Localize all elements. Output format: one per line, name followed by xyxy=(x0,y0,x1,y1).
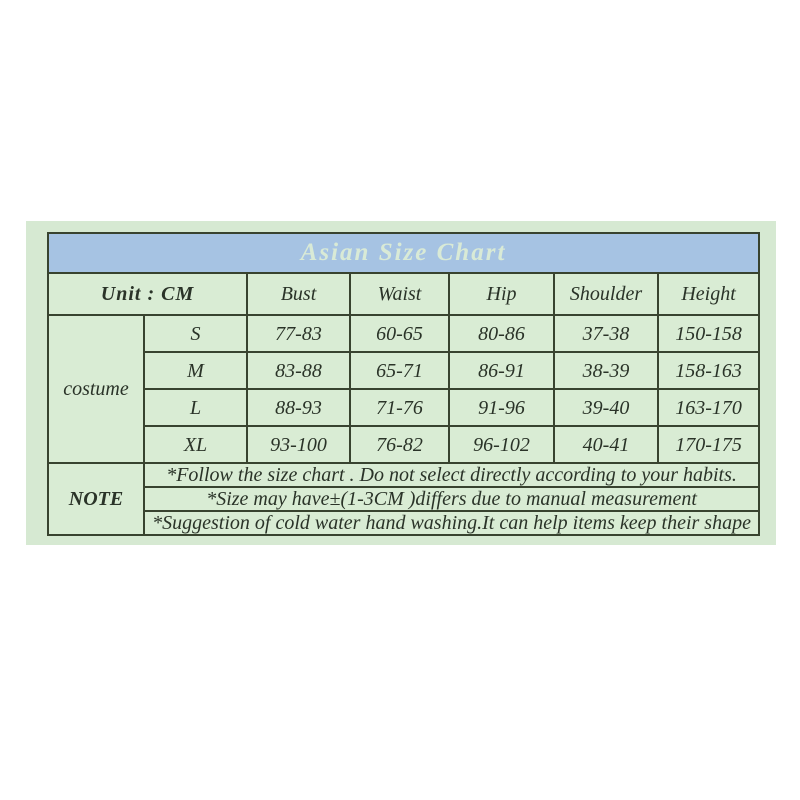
cell-s-bust: 77-83 xyxy=(247,315,350,352)
cell-s-shoulder: 37-38 xyxy=(554,315,658,352)
size-label-xl: XL xyxy=(144,426,247,463)
table-row-s xyxy=(48,315,759,352)
cell-m-bust: 83-88 xyxy=(247,352,350,389)
cell-l-shoulder: 39-40 xyxy=(554,389,658,426)
column-header-height: Height xyxy=(658,273,759,315)
unit-label: Unit : CM xyxy=(48,273,247,315)
cell-l-hip: 91-96 xyxy=(449,389,554,426)
cell-m-waist: 65-71 xyxy=(350,352,449,389)
title-row xyxy=(48,233,759,273)
note-text-3: *Suggestion of cold water hand washing.It can help items keep their shape xyxy=(144,511,759,535)
cell-xl-hip: 96-102 xyxy=(449,426,554,463)
cell-l-bust: 88-93 xyxy=(247,389,350,426)
cell-xl-shoulder: 40-41 xyxy=(554,426,658,463)
cell-l-height: 163-170 xyxy=(658,389,759,426)
note-text-1: *Follow the size chart . Do not select directly according to your habits. xyxy=(144,463,759,487)
column-header-shoulder: Shoulder xyxy=(554,273,658,315)
row-group-label: costume xyxy=(48,315,144,463)
note-row-3 xyxy=(48,511,759,535)
cell-l-waist: 71-76 xyxy=(350,389,449,426)
table-row-xl xyxy=(48,426,759,463)
cell-xl-bust: 93-100 xyxy=(247,426,350,463)
note-row-2 xyxy=(48,487,759,511)
cell-m-height: 158-163 xyxy=(658,352,759,389)
cell-s-waist: 60-65 xyxy=(350,315,449,352)
size-label-m: M xyxy=(144,352,247,389)
table-row-m xyxy=(48,352,759,389)
column-header-bust: Bust xyxy=(247,273,350,315)
note-text-2: *Size may have±(1-3CM )differs due to manual measurement xyxy=(144,487,759,511)
note-label: NOTE xyxy=(48,463,144,535)
column-header-hip: Hip xyxy=(449,273,554,315)
table-row-l xyxy=(48,389,759,426)
header-row xyxy=(48,273,759,315)
cell-s-height: 150-158 xyxy=(658,315,759,352)
cell-xl-waist: 76-82 xyxy=(350,426,449,463)
size-chart-table xyxy=(47,232,760,536)
cell-m-shoulder: 38-39 xyxy=(554,352,658,389)
size-label-l: L xyxy=(144,389,247,426)
cell-xl-height: 170-175 xyxy=(658,426,759,463)
cell-m-hip: 86-91 xyxy=(449,352,554,389)
cell-s-hip: 80-86 xyxy=(449,315,554,352)
column-header-waist: Waist xyxy=(350,273,449,315)
chart-title: Asian Size Chart xyxy=(48,233,759,273)
size-label-s: S xyxy=(144,315,247,352)
note-row-1 xyxy=(48,463,759,487)
